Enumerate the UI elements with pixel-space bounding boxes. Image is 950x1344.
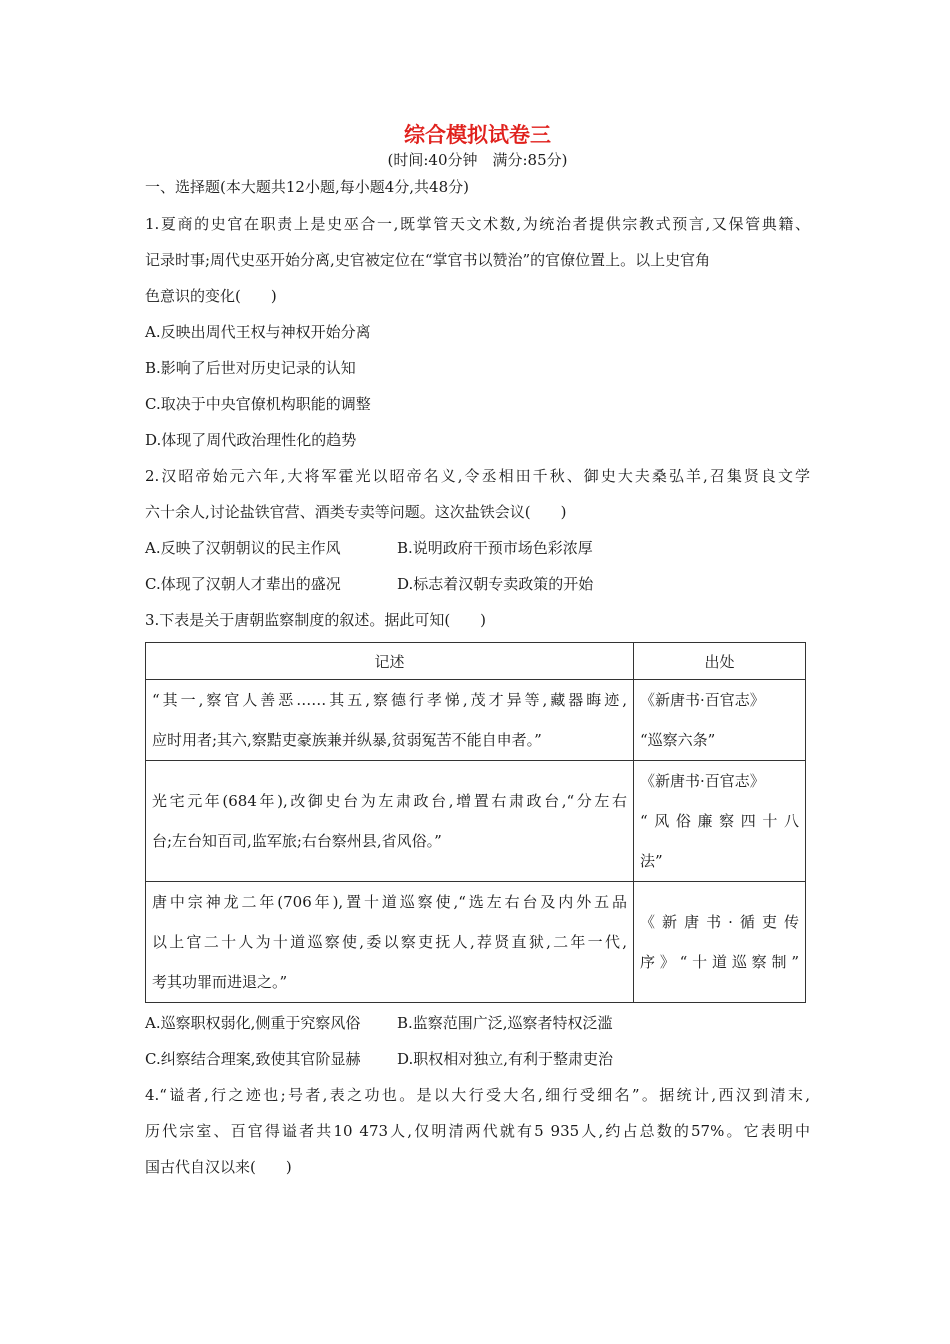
record-line: 应时用者;其六,察黠吏豪族兼并纵暴,贫弱冤苦不能自申者。” bbox=[152, 731, 542, 749]
source-cell bbox=[634, 680, 806, 761]
source-line: 《新唐书·百官志》 bbox=[640, 772, 765, 790]
section-heading: 一、选择题(本大题共12小题,每小题4分,共48分) bbox=[145, 178, 469, 196]
question-3-options-row bbox=[145, 1005, 810, 1041]
question-2-options-row bbox=[145, 566, 810, 602]
question-2-option-d: D.标志着汉朝专卖政策的开始 bbox=[397, 575, 594, 593]
question-3-option-c: C.纠察结合理案,致使其官阶显赫 bbox=[145, 1050, 361, 1068]
record-cell bbox=[146, 761, 634, 882]
question-2-option-c: C.体现了汉朝人才辈出的盛况 bbox=[145, 575, 341, 593]
exam-page bbox=[145, 120, 810, 1185]
question-2 bbox=[145, 458, 810, 602]
question-3-option-d: D.职权相对独立,有利于整肃吏治 bbox=[397, 1050, 614, 1068]
record-line: 考其功罪而进退之。” bbox=[152, 973, 288, 991]
table-row bbox=[146, 680, 806, 761]
question-2-option-b: B.说明政府干预市场色彩浓厚 bbox=[397, 539, 593, 557]
question-4-line: 4.“谥者,行之迹也;号者,表之功也。是以大行受大名,细行受细名”。据统计,西汉到清末, bbox=[145, 1086, 810, 1104]
question-3-stem: 3.下表是关于唐朝监察制度的叙述。据此可知( ) bbox=[145, 611, 487, 629]
question-2-line: 2.汉昭帝始元六年,大将军霍光以昭帝名义,令丞相田千秋、御史大夫桑弘羊,召集贤良文学 bbox=[145, 467, 810, 485]
question-2-option-a: A.反映了汉朝朝议的民主作风 bbox=[145, 539, 341, 557]
record-cell bbox=[146, 882, 634, 1003]
source-line: 《新唐书·循吏传 bbox=[640, 913, 799, 931]
table-header-row bbox=[146, 643, 806, 680]
table-row bbox=[146, 882, 806, 1003]
question-3-options-row bbox=[145, 1041, 810, 1077]
question-1-line: 1.夏商的史官在职责上是史巫合一,既掌管天文术数,为统治者提供宗教式预言,又保管典籍、 bbox=[145, 215, 810, 233]
question-1-option-d: D.体现了周代政治理性化的趋势 bbox=[145, 431, 357, 449]
question-3-option-a: A.巡察职权弱化,侧重于究察风俗 bbox=[145, 1014, 361, 1032]
question-4-line: 国古代自汉以来( ) bbox=[145, 1158, 292, 1176]
question-4-line: 历代宗室、百官得谥者共10 473人,仅明清两代就有5 935人,约占总数的57%。它表明中 bbox=[145, 1122, 810, 1140]
question-1 bbox=[145, 206, 810, 458]
table-row bbox=[146, 761, 806, 882]
record-cell bbox=[146, 680, 634, 761]
question-2-options-row bbox=[145, 530, 810, 566]
source-line: 法” bbox=[640, 852, 663, 870]
question-1-option-a: A.反映出周代王权与神权开始分离 bbox=[145, 323, 371, 341]
column-header-source: 出处 bbox=[634, 643, 806, 680]
record-line: 光宅元年(684年),改御史台为左肃政台,增置右肃政台,“分左右 bbox=[152, 792, 627, 810]
records-table bbox=[145, 642, 806, 1003]
source-line: “风俗廉察四十八 bbox=[640, 812, 799, 830]
question-1-option-c: C.取决于中央官僚机构职能的调整 bbox=[145, 395, 371, 413]
source-cell bbox=[634, 882, 806, 1003]
source-cell bbox=[634, 761, 806, 882]
question-2-line: 六十余人,讨论盐铁官营、酒类专卖等问题。这次盐铁会议( ) bbox=[145, 503, 567, 521]
exam-time-and-score: (时间:40分钟 满分:85分) bbox=[387, 151, 568, 169]
question-4 bbox=[145, 1077, 810, 1185]
record-line: “其一,察官人善恶……其五,察德行孝悌,茂才异等,藏器晦迹, bbox=[152, 691, 627, 709]
column-header-record: 记述 bbox=[146, 643, 634, 680]
source-line: 《新唐书·百官志》 bbox=[640, 691, 765, 709]
source-line: “巡察六条” bbox=[640, 731, 716, 749]
question-3-option-b: B.监察范围广泛,巡察者特权泛滥 bbox=[397, 1014, 613, 1032]
record-line: 以上官二十人为十道巡察使,委以察吏抚人,荐贤直狱,二年一代, bbox=[152, 933, 627, 951]
record-line: 唐中宗神龙二年(706年),置十道巡察使,“选左右台及内外五品 bbox=[152, 893, 627, 911]
record-line: 台;左台知百司,监军旅;右台察州县,省风俗。” bbox=[152, 832, 442, 850]
question-1-line: 色意识的变化( ) bbox=[145, 287, 277, 305]
page-title: 综合模拟试卷三 bbox=[404, 122, 551, 147]
question-3 bbox=[145, 602, 810, 1077]
source-line: 序》“十道巡察制” bbox=[640, 953, 799, 971]
question-1-option-b: B.影响了后世对历史记录的认知 bbox=[145, 359, 356, 377]
question-1-line: 记录时事;周代史巫开始分离,史官被定位在“掌官书以赞治”的官僚位置上。以上史官角 bbox=[145, 251, 711, 269]
